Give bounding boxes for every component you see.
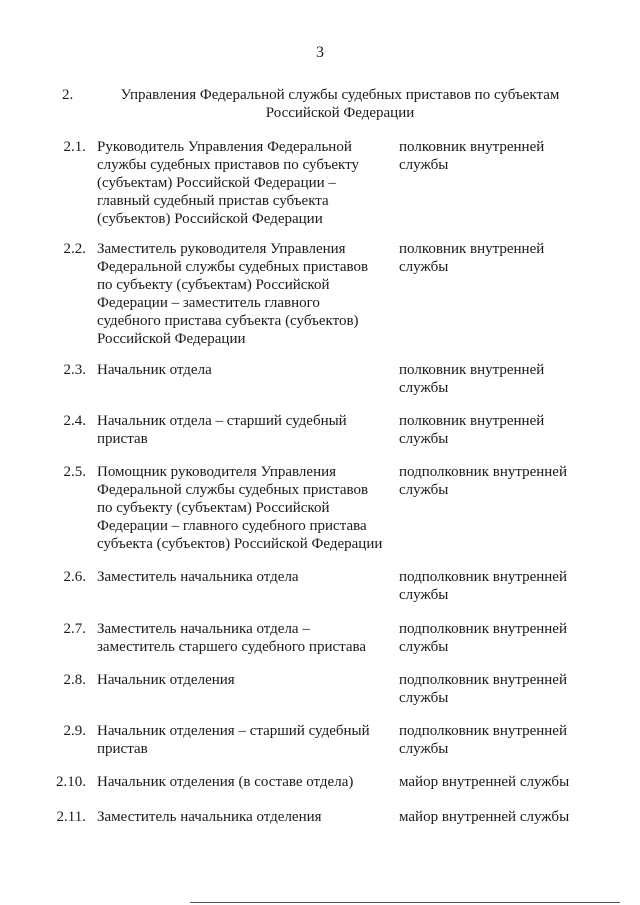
row-position: Начальник отделения	[97, 672, 235, 688]
row-position: Руководитель Управления Федеральной службы судебных приставов по субъекту (субъектам) Российской Федерации – главный судебный пристав субъекта (субъектов) Российской Федерации	[97, 139, 359, 227]
row-position: Заместитель начальника отделения	[97, 809, 322, 825]
row-rank: подполковник внутренней службы	[399, 723, 567, 757]
row-number: 2.6.	[63, 569, 86, 585]
row-rank: майор внутренней службы	[399, 774, 570, 790]
row-number: 2.4.	[63, 413, 86, 429]
row-rank: полковник внутренней службы	[399, 139, 545, 173]
page-bottom-divider	[190, 902, 620, 903]
row-rank: полковник внутренней службы	[399, 413, 545, 447]
row-number: 2.3.	[63, 362, 86, 378]
row-position: Начальник отделения – старший судебный пристав	[97, 723, 370, 757]
row-number: 2.10.	[56, 774, 86, 790]
row-position: Начальник отдела – старший судебный пристав	[97, 413, 347, 447]
row-position: Заместитель руководителя Управления Федеральной службы судебных приставов по субъекту (субъектам) Российской Федерации – заместитель главного судебного пристава субъекта (субъектов) Российской Федерации	[97, 241, 369, 347]
row-number: 2.9.	[63, 723, 86, 739]
page-number: 3	[316, 44, 324, 61]
row-position: Начальник отдела	[97, 362, 212, 378]
row-number: 2.1.	[63, 139, 86, 155]
section-number: 2.	[62, 87, 74, 103]
row-number: 2.5.	[63, 464, 86, 480]
row-rank: подполковник внутренней службы	[399, 672, 567, 706]
row-number: 2.11.	[56, 809, 86, 825]
row-position: Заместитель начальника отдела – заместитель старшего судебного пристава	[97, 621, 367, 655]
row-number: 2.7.	[63, 621, 86, 637]
row-rank: подполковник внутренней службы	[399, 464, 567, 498]
row-number: 2.2.	[63, 241, 86, 257]
section-title: Управления Федеральной службы судебных приставов по субъектам Российской Федерации	[120, 87, 560, 121]
row-rank: подполковник внутренней службы	[399, 621, 567, 655]
row-rank: полковник внутренней службы	[399, 362, 545, 396]
row-rank: майор внутренней службы	[399, 809, 570, 825]
row-number: 2.8.	[63, 672, 86, 688]
row-rank: подполковник внутренней службы	[399, 569, 567, 603]
row-position: Начальник отделения (в составе отдела)	[97, 774, 354, 790]
row-position: Заместитель начальника отдела	[97, 569, 299, 585]
row-position: Помощник руководителя Управления Федеральной службы судебных приставов по субъекту (субъектам) Российской Федерации – главного судебного пристава субъекта (субъектов) Российской Федерации	[97, 464, 383, 552]
row-rank: полковник внутренней службы	[399, 241, 545, 275]
